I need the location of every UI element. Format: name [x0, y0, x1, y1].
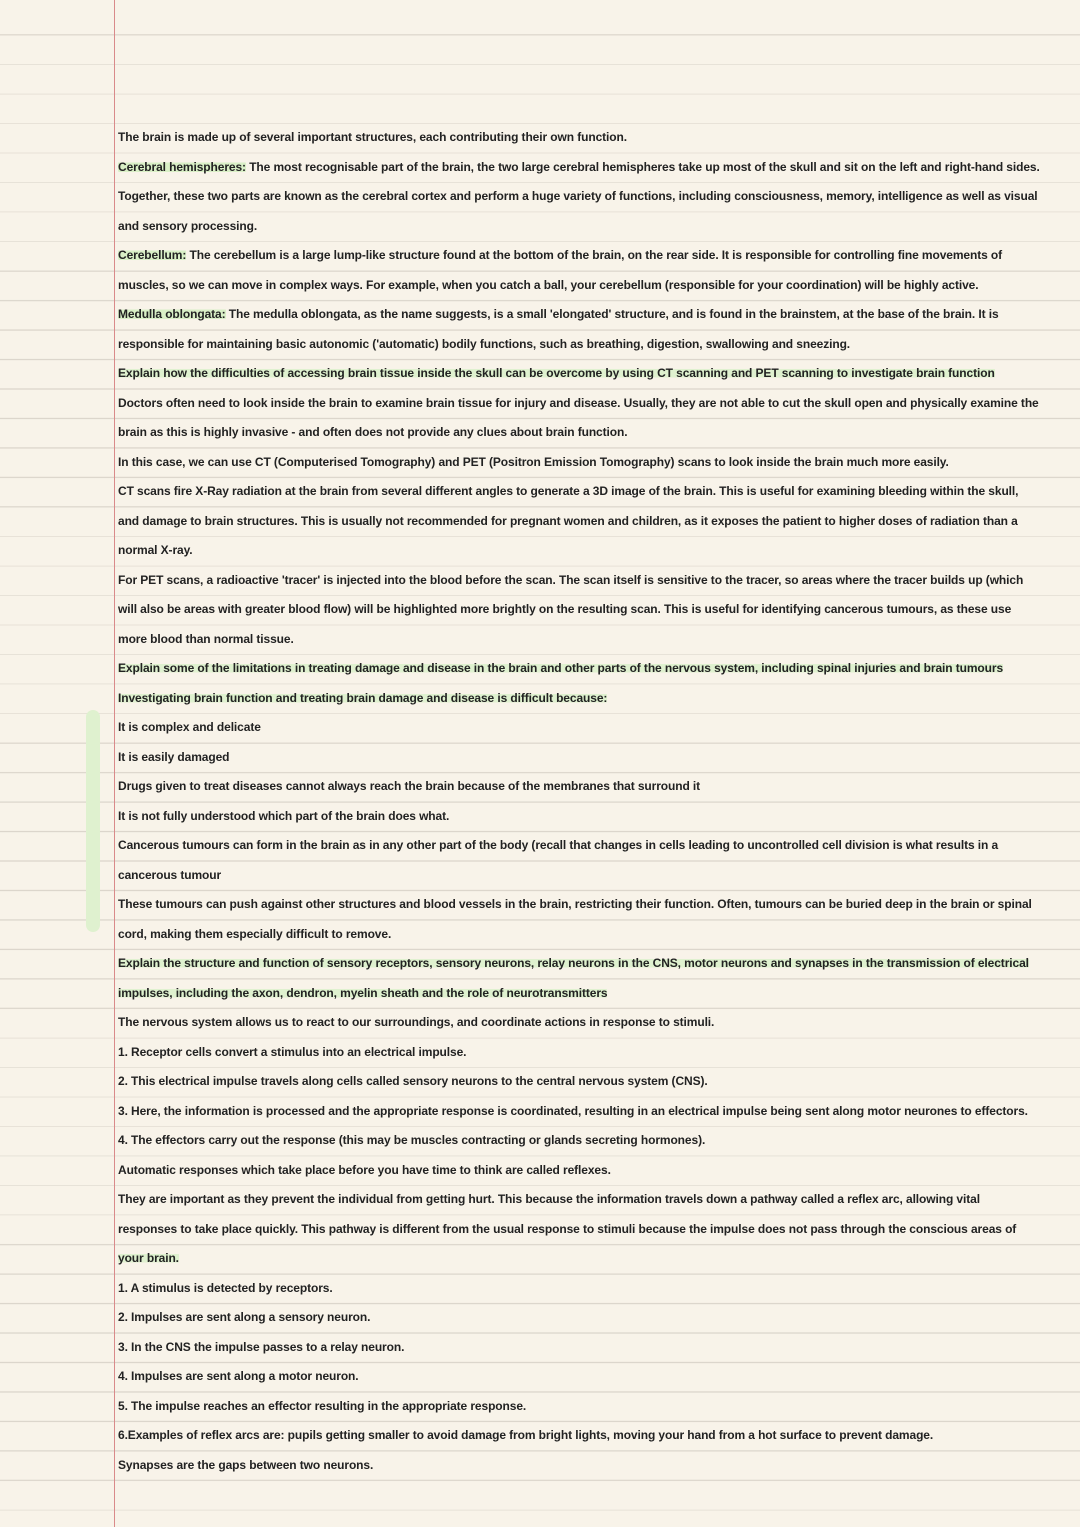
line-text: They are important as they prevent the individual from getting hurt. This because the information travels down a pathway called a reflex arc, allowing vital	[118, 1192, 980, 1206]
line-text: impulses, including the axon, dendron, myelin sheath and the role of neurotransmitters	[118, 985, 608, 1000]
text-line	[118, 684, 1058, 714]
text-line	[118, 566, 1058, 596]
text-line	[118, 772, 1058, 802]
line-text: cancerous tumour	[118, 867, 222, 882]
line-text: your brain.	[118, 1251, 179, 1265]
line-text: normal X-ray.	[118, 543, 193, 557]
line-text: Together, these two parts are known as the cerebral cortex and perform a huge variety of functions, including consciousness, memory, intelligence as well as visual	[118, 189, 1038, 203]
line-text: responsible for maintaining basic autonomic ('automatic) bodily functions, such as breathing, digestion, swallowing and sneezing.	[118, 336, 851, 351]
line-text: 6.Examples of reflex arcs are: pupils getting smaller to avoid damage from bright lights, moving your hand from a hot surface to prevent damage.	[118, 1428, 934, 1442]
text-line	[118, 890, 1058, 920]
text-line	[118, 389, 1058, 419]
text-line	[118, 330, 1058, 360]
line-text: 1. A stimulus is detected by receptors.	[118, 1280, 333, 1295]
line-text: 3. In the CNS the impulse passes to a relay neuron.	[118, 1339, 405, 1354]
text-line	[118, 802, 1058, 832]
text-line	[118, 1362, 1058, 1392]
text-line	[118, 1156, 1058, 1186]
line-text: Automatic responses which take place before you have time to think are called reflexes.	[118, 1162, 611, 1177]
text-line	[118, 1421, 1058, 1451]
notes-page	[118, 123, 1058, 1480]
line-text: 4. Impulses are sent along a motor neuron.	[118, 1369, 359, 1383]
line-text: The most recognisable part of the brain, the two large cerebral hemispheres take up most of the skull and sit on the left and right-hand sides.	[245, 159, 1040, 174]
line-text: 5. The impulse reaches an effector resulting in the appropriate response.	[118, 1398, 527, 1413]
text-line	[118, 1038, 1058, 1068]
text-line	[118, 1215, 1058, 1245]
text-line	[118, 1303, 1058, 1333]
term-label: Cerebellum:	[118, 248, 187, 262]
section-heading	[118, 949, 1058, 979]
text-line	[118, 1126, 1058, 1156]
text-line	[118, 831, 1058, 861]
line-text: Doctors often need to look inside the brain to examine brain tissue for injury and disease. Usually, they are not able to cut the skull open and physically examine the	[118, 395, 1039, 410]
line-text: 1. Receptor cells convert a stimulus into an electrical impulse.	[118, 1044, 467, 1059]
text-line	[118, 625, 1058, 655]
line-text: brain as this is highly invasive - and often does not provide any clues about brain function.	[118, 425, 628, 439]
line-text: CT scans fire X-Ray radiation at the brain from several different angles to generate a 3D image of the brain. This is useful for examining bleeding within the skull,	[118, 484, 1019, 498]
text-line	[118, 1244, 1058, 1274]
term-label: Cerebral hemispheres:	[118, 159, 246, 174]
line-text: These tumours can push against other structures and blood vessels in the brain, restricting their function. Often, tumours can be buried deep in the brain or spinal	[118, 897, 1032, 911]
line-text: It is easily damaged	[118, 749, 230, 764]
line-text: more blood than normal tissue.	[118, 631, 294, 646]
line-text: The medulla oblongata, as the name suggests, is a small 'elongated' structure, and is found in the brainstem, at the base of the brain. It is	[225, 307, 999, 321]
line-text: and damage to brain structures. This is usually not recommended for pregnant women and children, as it exposes the patient to higher doses of radiation than a	[118, 513, 1018, 528]
section-heading	[118, 979, 1058, 1009]
text-line	[118, 595, 1058, 625]
line-text: Synapses are the gaps between two neurons.	[118, 1457, 374, 1472]
text-line	[118, 212, 1058, 242]
text-line	[118, 1067, 1058, 1097]
text-line	[118, 182, 1058, 212]
line-text: 4. The effectors carry out the response (this may be muscles contracting or glands secreting hormones).	[118, 1133, 706, 1147]
line-text: For PET scans, a radioactive 'tracer' is injected into the blood before the scan. The scan itself is sensitive to the tracer, so areas where the tracer builds up (which	[118, 572, 1024, 587]
line-text: and sensory processing.	[118, 218, 258, 233]
text-line	[118, 448, 1058, 478]
line-text: 2. Impulses are sent along a sensory neuron.	[118, 1310, 371, 1324]
text-line	[118, 1008, 1058, 1038]
text-line	[118, 1185, 1058, 1215]
term-label: Medulla oblongata:	[118, 307, 226, 321]
text-line	[118, 536, 1058, 566]
text-line	[118, 241, 1058, 271]
line-text: cord, making them especially difficult to remove.	[118, 926, 392, 941]
text-line	[118, 920, 1058, 950]
line-text: muscles, so we can move in complex ways. For example, when you catch a ball, your cerebellum (responsible for your coordination) will be highly active.	[118, 277, 979, 292]
text-line	[118, 271, 1058, 301]
line-text: Explain some of the limitations in treating damage and disease in the brain and other parts of the nervous system, including spinal injuries and brain tumours	[118, 661, 1004, 675]
text-line	[118, 477, 1058, 507]
text-line	[118, 1274, 1058, 1304]
section-heading	[118, 654, 1058, 684]
line-text: It is complex and delicate	[118, 720, 261, 734]
line-text: It is not fully understood which part of the brain does what.	[118, 808, 450, 823]
line-text: 2. This electrical impulse travels along cells called sensory neurons to the central nervous system (CNS).	[118, 1074, 708, 1088]
text-line	[118, 153, 1058, 183]
line-text: responses to take place quickly. This pathway is different from the usual response to stimuli because the impulse does not pass through the conscious areas of	[118, 1221, 1017, 1236]
text-line	[118, 507, 1058, 537]
line-text: 3. Here, the information is processed and the appropriate response is coordinated, resulting in an electrical impulse being sent along motor neurones to effectors.	[118, 1103, 1028, 1118]
line-text: Investigating brain function and treating brain damage and disease is difficult because:	[118, 690, 608, 705]
text-line	[118, 300, 1058, 330]
text-line	[118, 418, 1058, 448]
text-line	[118, 743, 1058, 773]
highlight-bar	[86, 710, 100, 932]
line-text: In this case, we can use CT (Computerised Tomography) and PET (Positron Emission Tomography) scans to look inside the brain much more easily.	[118, 454, 949, 469]
text-line	[118, 1451, 1058, 1481]
text-line	[118, 713, 1058, 743]
line-text: The cerebellum is a large lump-like structure found at the bottom of the brain, on the rear side. It is responsible for controlling fine movements of	[186, 248, 1003, 262]
text-line	[118, 1097, 1058, 1127]
section-heading	[118, 359, 1058, 389]
margin-line	[114, 0, 115, 1527]
line-text: Cancerous tumours can form in the brain as in any other part of the body (recall that changes in cells leading to uncontrolled cell division is what results in a	[118, 838, 999, 852]
text-line	[118, 861, 1058, 891]
line-text: Drugs given to treat diseases cannot always reach the brain because of the membranes that surround it	[118, 779, 701, 793]
line-text: Explain the structure and function of sensory receptors, sensory neurons, relay neurons in the CNS, motor neurons and synapses in the transmission of electrical	[118, 956, 1029, 970]
line-text: will also be areas with greater blood flow) will be highlighted more brightly on the resulting scan. This is useful for identifying cancerous tumours, as these use	[118, 602, 1012, 616]
text-line	[118, 1392, 1058, 1422]
line-text: The nervous system allows us to react to our surroundings, and coordinate actions in response to stimuli.	[118, 1015, 715, 1029]
line-text: Explain how the difficulties of accessing brain tissue inside the skull can be overcome by using CT scanning and PET scanning to investigate brain function	[118, 366, 995, 380]
line-text: The brain is made up of several important structures, each contributing their own function.	[118, 130, 627, 144]
text-line	[118, 1333, 1058, 1363]
text-line	[118, 123, 1058, 153]
